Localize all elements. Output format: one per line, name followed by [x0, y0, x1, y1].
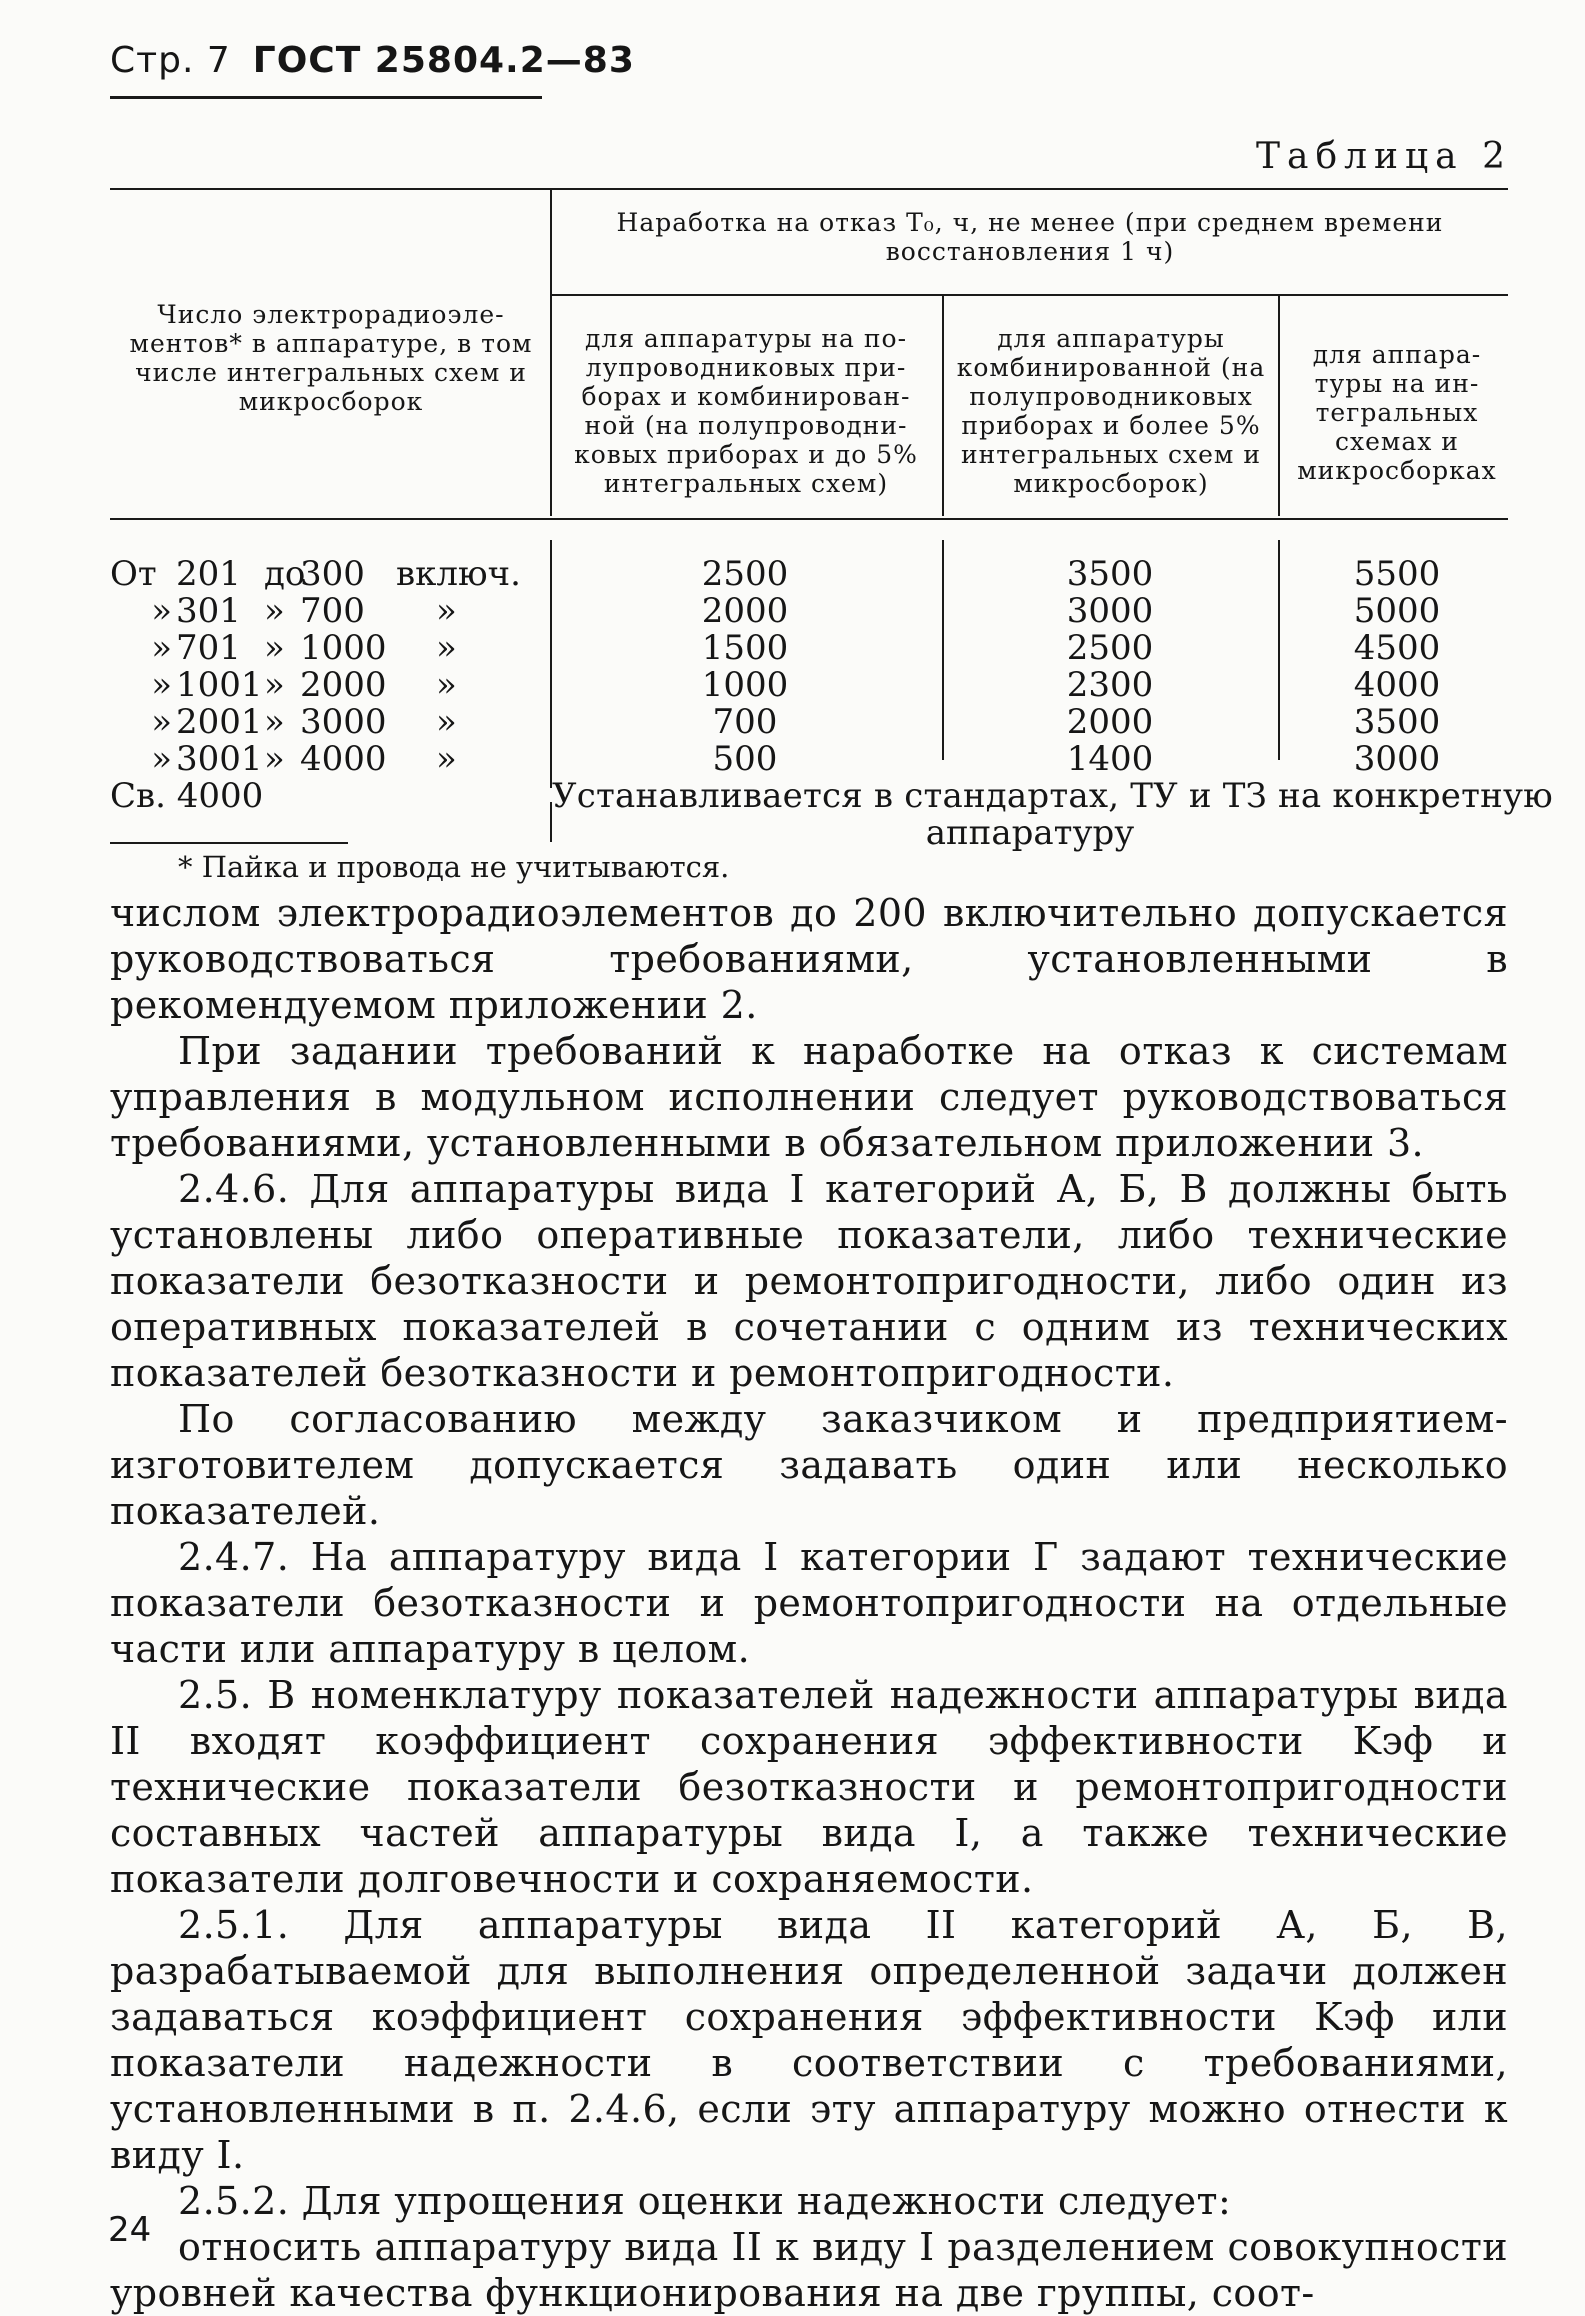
header-bottom-rule	[110, 518, 1508, 520]
row-to: 300	[300, 554, 365, 594]
last-row-label: Св. 4000	[110, 776, 264, 816]
table-cell: 3000	[1066, 591, 1154, 631]
row-suffix: »	[436, 739, 457, 779]
row-from: 3001	[176, 739, 263, 779]
table-cell: 500	[712, 739, 778, 779]
row-suffix: »	[436, 702, 457, 742]
row-sep-column	[264, 554, 306, 779]
row-sep: »	[264, 665, 285, 705]
table-cell: 2500	[1066, 628, 1154, 668]
table-footnote: * Пайка и провода не учитываются.	[178, 850, 730, 884]
page-label: Стр. 7	[110, 40, 231, 81]
table-cell: 3000	[1353, 739, 1441, 779]
table-cell: 3500	[1066, 554, 1154, 594]
row-prefix: »	[151, 702, 172, 742]
row-to-column	[300, 556, 390, 778]
table-cell: 2500	[701, 554, 789, 594]
table-cell: 1400	[1066, 739, 1154, 779]
last-row-text-line2: аппаратуру	[925, 813, 1135, 853]
row-prefix: »	[151, 591, 172, 631]
page-number: 24	[108, 2210, 152, 2250]
paragraph: По согласованию между заказчиком и предприятием-изготовителем допускается задавать один или несколько показателей.	[110, 1397, 1508, 1533]
header-divider-3	[1278, 296, 1280, 516]
paragraph: относить аппаратуру вида II к виду I разделением совокупности уровней качества функционирования на две группы, соот-	[110, 2225, 1508, 2315]
sub-header-semiconductor: для аппаратуры на по-лупроводниковых при-борах и комбинирован-ной (на полупроводни-ковых приборах и до 5% интегральных схем)	[574, 324, 918, 498]
row-to: 4000	[300, 739, 387, 779]
paragraph: 2.4.7. На аппаратуру вида I категории Г задают технические показатели безотказности и ремонтопригодности на отдельные части или аппаратуру в целом.	[110, 1535, 1508, 1671]
paragraph: 2.4.6. Для аппаратуры вида I категорий А, Б, В должны быть установлены либо оперативные показатели, либо технические показатели безотказности и ремонтопригодности, либо один из оперативных показателей в сочетании с одним из технических показателей безотказности и ремонтопригодности.	[110, 1167, 1508, 1395]
paragraph: числом электрорадиоэлементов до 200 включительно допускается руководствоваться требованиями, установленными в рекомендуемом приложении 2.	[110, 891, 1508, 1027]
header-divider-2	[942, 296, 944, 516]
page-header	[110, 40, 635, 81]
row-suffix: »	[436, 591, 457, 631]
header-divider-1	[550, 188, 552, 516]
last-row-text-line1: Устанавливается в стандартах, ТУ и ТЗ на конкретную	[552, 776, 1553, 816]
values-semiconductor	[560, 556, 930, 778]
row-from: 701	[176, 628, 241, 668]
paragraph: 2.5.2. Для упрощения оценки надежности следует:	[178, 2179, 1232, 2223]
row-from: 301	[176, 591, 241, 631]
table-cell: 1500	[701, 628, 789, 668]
row-to: 3000	[300, 702, 387, 742]
table-cell: 700	[712, 702, 778, 742]
row-from: 2001	[176, 702, 263, 742]
table-cell: 2000	[1066, 702, 1154, 742]
table-cell: 4000	[1353, 665, 1441, 705]
group-header-mtbf: Наработка на отказ Т₀, ч, не менее (при среднем времени восстановления 1 ч)	[616, 208, 1444, 266]
table-cell: 5000	[1353, 591, 1441, 631]
footnote-rule	[110, 842, 348, 844]
standard-number: ГОСТ 25804.2—83	[252, 40, 635, 81]
values-combined	[950, 556, 1270, 778]
row-from: 1001	[176, 665, 263, 705]
table-cell: 5500	[1353, 554, 1441, 594]
row-sep: »	[264, 739, 285, 779]
row-to: 700	[300, 591, 365, 631]
table-top-rule	[110, 188, 1508, 190]
row-from: 201	[176, 554, 241, 594]
row-sep: »	[264, 628, 285, 668]
row-suffix: »	[436, 628, 457, 668]
group-header-rule	[550, 294, 1508, 296]
header-rule	[110, 96, 542, 99]
sub-header-combined: для аппаратуры комбинированной (на полупроводниковых приборах и более 5% интегральных схем и микросборок)	[956, 324, 1266, 498]
paragraph: При задании требований к наработке на отказ к системам управления в модульном исполнении следует руководствоваться требованиями, установленными в обязательном приложении 3.	[110, 1029, 1508, 1165]
row-suffix: »	[436, 665, 457, 705]
row-sep: »	[264, 702, 285, 742]
row-suffix: включ.	[396, 554, 521, 594]
row-from-column	[176, 554, 263, 779]
sub-header-integrated: для аппара-туры на ин-тегральных схемах и микросборках	[1297, 340, 1497, 485]
paragraph: 2.5.1. Для аппаратуры вида II категорий А, Б, В, разрабатываемой для выполнения определенной задачи должен задаваться коэффициент сохранения эффективности Kэф или показатели надежности в соответствии с требованиями, установленными в п. 2.4.6, если эту аппаратуру можно отнести к виду I.	[110, 1903, 1508, 2177]
values-integrated	[1286, 556, 1508, 778]
row-prefix-column	[110, 556, 172, 778]
row-prefix: »	[151, 628, 172, 668]
row-sep: »	[264, 591, 285, 631]
col-header-element-count: Число электрорадиоэле-ментов* в аппаратуре, в том числе интегральных схем и микросборок	[129, 300, 533, 416]
table-cell: 4500	[1353, 628, 1441, 668]
body-divider-1	[550, 540, 552, 788]
table-cell: 2000	[701, 591, 789, 631]
paragraph: 2.5. В номенклатуру показателей надежности аппаратуры вида II входят коэффициент сохранения эффективности Kэф и технические показатели безотказности и ремонтопригодности составных частей аппаратуры вида I, а также технические показатели долговечности и сохраняемости.	[110, 1673, 1508, 1901]
table-cell: 3500	[1353, 702, 1441, 742]
table-cell: 2300	[1066, 665, 1154, 705]
body-divider-2	[942, 540, 944, 760]
row-to: 1000	[300, 628, 387, 668]
table-cell: 1000	[701, 665, 789, 705]
body-text	[110, 890, 1508, 2316]
row-suffix-column	[396, 556, 546, 778]
row-to: 2000	[300, 665, 387, 705]
table-caption: Таблица 2	[1256, 136, 1512, 177]
row-prefix: »	[151, 739, 172, 779]
row-prefix: »	[151, 665, 172, 705]
body-divider-3	[1278, 540, 1280, 760]
row-sep: до	[264, 554, 306, 594]
row-prefix: От	[110, 554, 157, 594]
